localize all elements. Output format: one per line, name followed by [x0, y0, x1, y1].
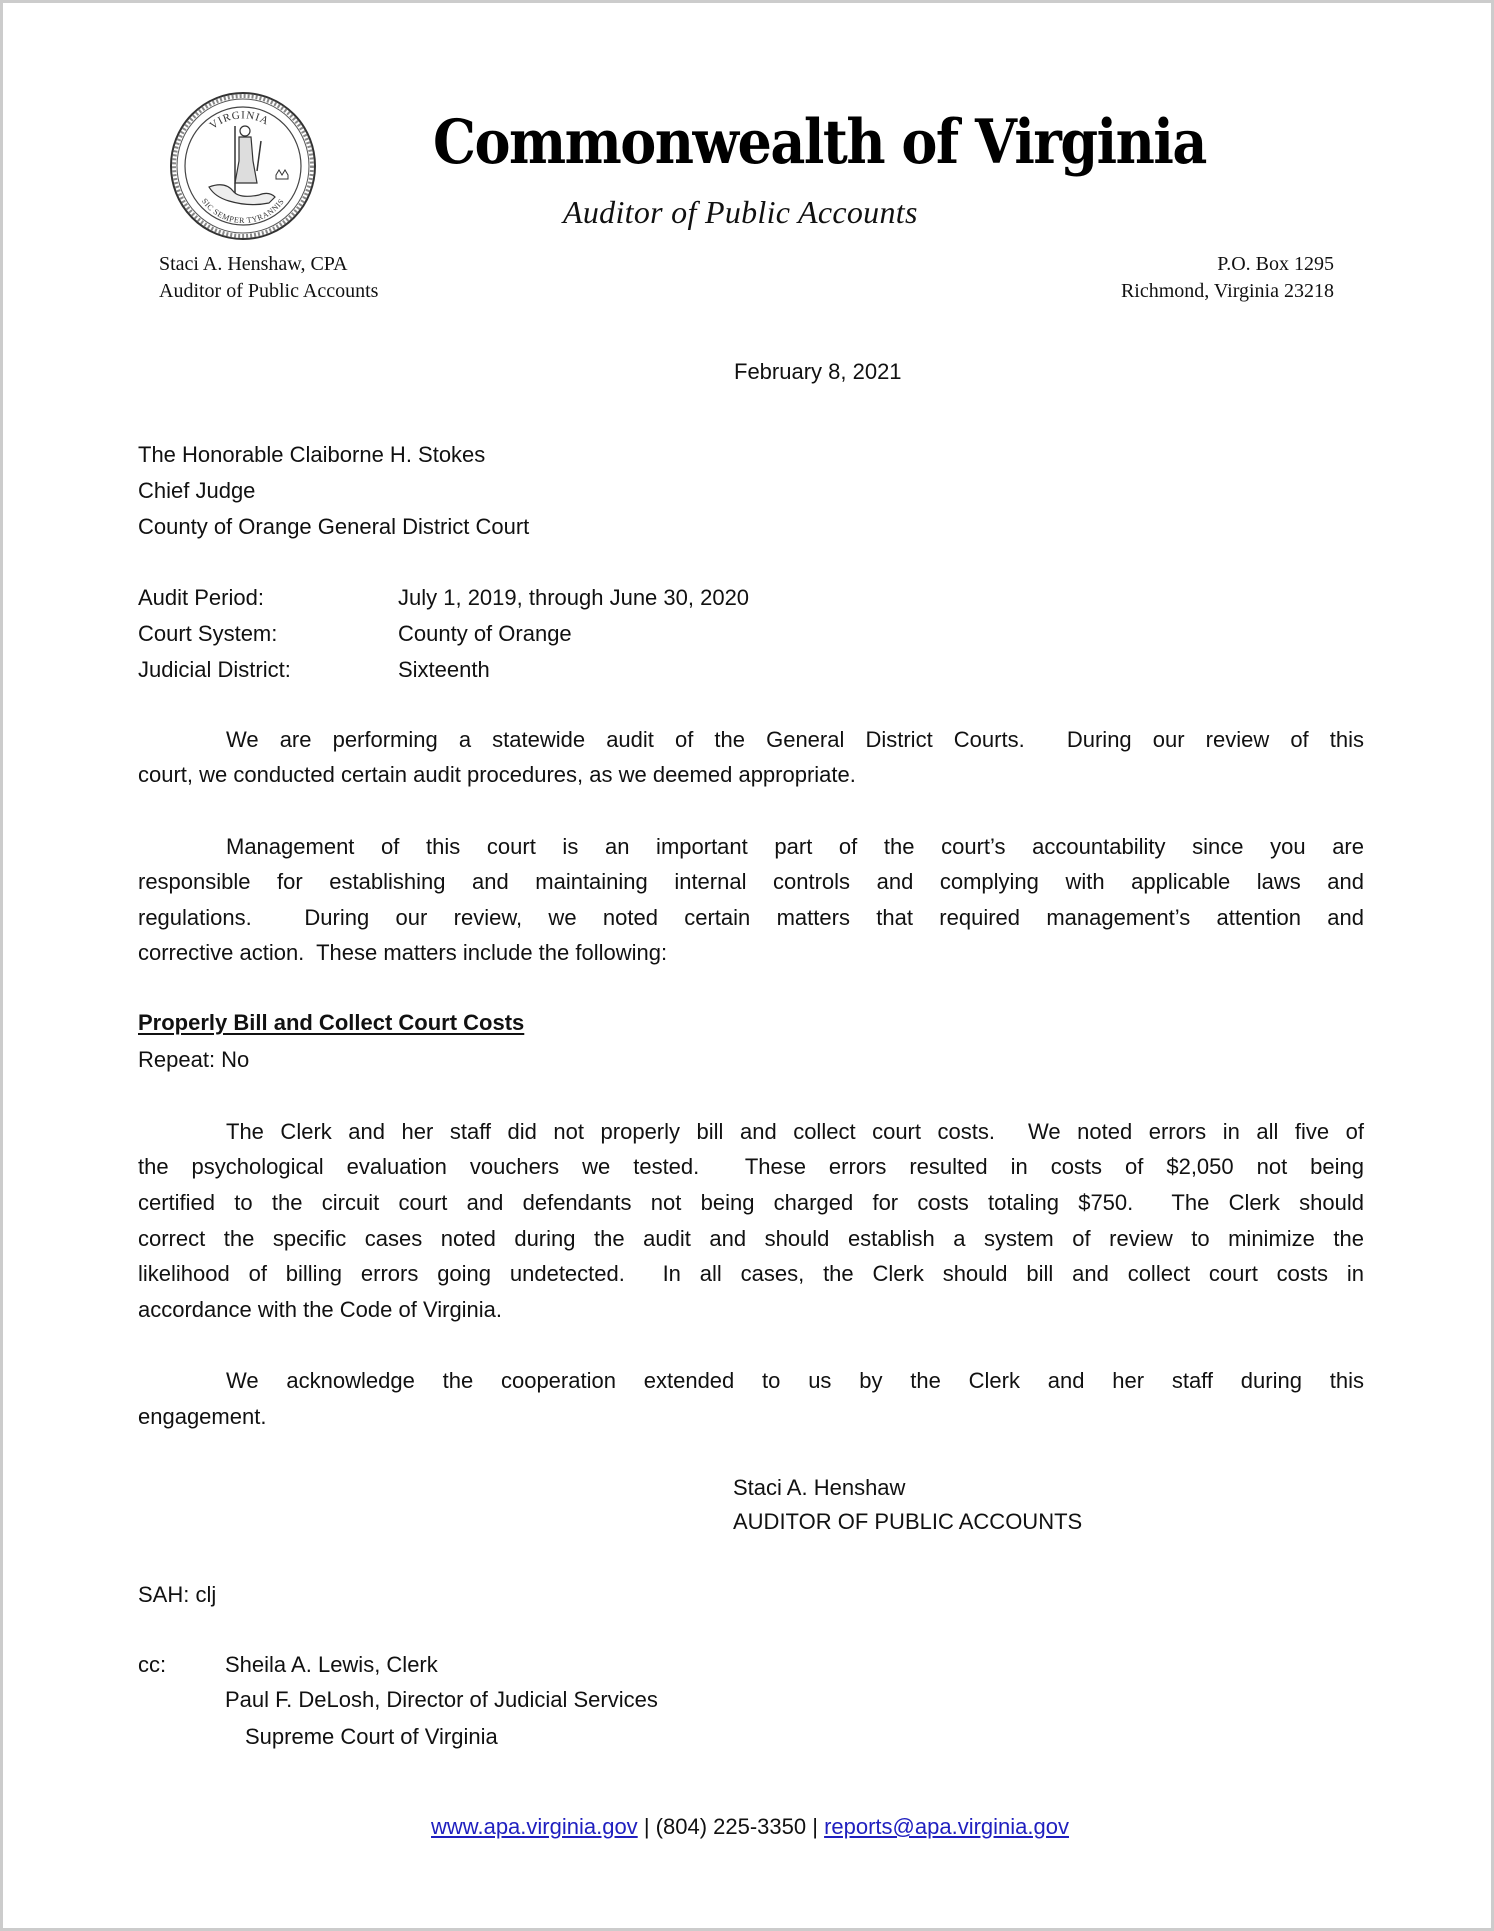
typist-initials: SAH: clj — [138, 1582, 217, 1607]
page-title: Commonwealth of Virginia — [433, 106, 1206, 178]
addressee-name: The Honorable Claiborne H. Stokes — [138, 442, 486, 467]
signature-name: Staci A. Henshaw — [733, 1475, 906, 1500]
detail-label: Judicial District: — [138, 657, 291, 682]
auditor-name: Staci A. Henshaw, CPA — [159, 253, 348, 275]
email-link[interactable]: reports@apa.virginia.gov — [824, 1814, 1069, 1839]
po-box: P.O. Box 1295 — [1217, 253, 1334, 275]
signature-title: AUDITOR OF PUBLIC ACCOUNTS — [733, 1509, 1083, 1534]
paragraph-line: We acknowledge the cooperation extended to us by the Clerk and her staff during this — [226, 1368, 1364, 1393]
paragraph-line: likelihood of billing errors going undetected. In all cases, the Clerk should bill and collect court costs in — [138, 1261, 1364, 1286]
paragraph-line: accordance with the Code of Virginia. — [138, 1297, 503, 1322]
cc-label: cc: — [138, 1652, 167, 1677]
paragraph-line: regulations. During our review, we noted certain matters that required management’s attention and — [138, 905, 1364, 930]
contact-footer — [3, 1809, 1494, 1845]
cc-recipient: Sheila A. Lewis, Clerk — [225, 1652, 438, 1677]
svg-text:SIC SEMPER TYRANNIS: SIC SEMPER TYRANNIS — [199, 196, 286, 226]
paragraph-line: Management of this court is an important part of the court’s accountability since you are — [226, 834, 1364, 859]
virginia-state-seal-icon — [169, 91, 317, 241]
addressee-title: Chief Judge — [138, 478, 256, 503]
paragraph-line: responsible for establishing and maintaining internal controls and complying with applicable laws and — [138, 869, 1364, 894]
cc-recipient-organization: Supreme Court of Virginia — [245, 1724, 498, 1749]
letter-date: February 8, 2021 — [734, 359, 902, 384]
detail-value: Sixteenth — [398, 657, 490, 682]
paragraph-line: correct the specific cases noted during the audit and should establish a system of review to minimize the — [138, 1226, 1364, 1251]
city-state-zip: Richmond, Virginia 23218 — [1120, 280, 1334, 302]
svg-text:VIRGINIA: VIRGINIA — [207, 109, 272, 132]
detail-value: County of Orange — [398, 621, 572, 646]
finding-repeat-status: Repeat: No — [138, 1047, 250, 1072]
auditor-name-block — [159, 251, 378, 305]
phone-number: (804) 225-3350 — [655, 1814, 807, 1839]
page-subtitle: Auditor of Public Accounts — [563, 194, 918, 230]
footer-separator: | — [812, 1814, 818, 1839]
mailing-address-block — [1121, 251, 1334, 305]
detail-label: Court System: — [138, 621, 278, 646]
paragraph-line: engagement. — [138, 1404, 267, 1429]
auditor-title: Auditor of Public Accounts — [159, 280, 379, 302]
paragraph-line: corrective action. These matters include the following: — [138, 940, 668, 965]
detail-label: Audit Period: — [138, 585, 264, 610]
paragraph-line: the psychological evaluation vouchers we tested. These errors resulted in costs of $2,050 not being — [138, 1154, 1364, 1179]
addressee-court: County of Orange General District Court — [138, 514, 530, 539]
finding-title: Properly Bill and Collect Court Costs — [138, 1010, 525, 1035]
footer-separator: | — [643, 1814, 650, 1839]
paragraph-line: court, we conducted certain audit procedures, as we deemed appropriate. — [138, 762, 856, 787]
paragraph-line: The Clerk and her staff did not properly bill and collect court costs. We noted errors in all five of — [226, 1119, 1364, 1144]
paragraph-line: We are performing a statewide audit of the General District Courts. During our review of this — [226, 727, 1364, 752]
cc-recipient: Paul F. DeLosh, Director of Judicial Services — [225, 1687, 658, 1712]
detail-value: July 1, 2019, through June 30, 2020 — [398, 585, 750, 610]
website-link[interactable]: www.apa.virginia.gov — [431, 1814, 638, 1839]
paragraph-line: certified to the circuit court and defendants not being charged for costs totaling $750. The Clerk should — [138, 1190, 1364, 1215]
